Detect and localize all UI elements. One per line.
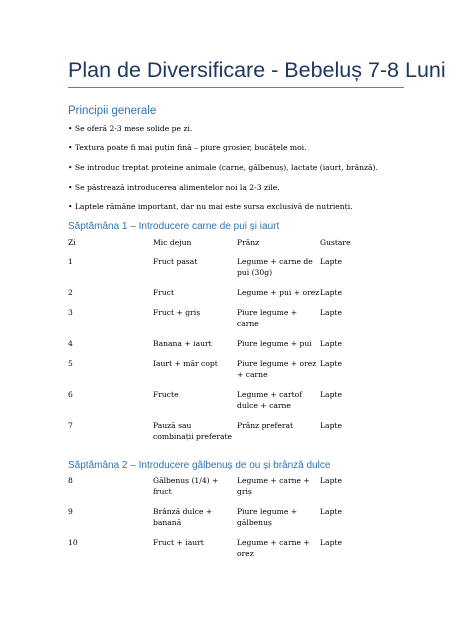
principle-item: • Laptele rămâne important, dar nu mai este sursa exclusivă de nutrienți.: [68, 202, 353, 211]
table-row-pranz: Piure legume +: [237, 308, 298, 317]
page-title: Plan de Diversificare - Bebeluș 7-8 Luni: [68, 58, 446, 82]
table-row-pranz: + carne: [237, 370, 268, 379]
table-row-pranz: Legume + cartof: [237, 390, 303, 399]
table-row-pranz: Legume + pui + orez: [237, 288, 320, 297]
table-row-gustare: Lapte: [320, 308, 342, 317]
week1-heading: Săptămâna 1 – Introducere carne de pui și iaurt: [68, 221, 280, 232]
table-row-day: 9: [68, 507, 73, 516]
table-row-mic-dejun: fruct: [153, 487, 172, 496]
column-header-mic-dejun: Mic dejun: [153, 238, 192, 247]
table-row-day: 4: [68, 339, 73, 348]
table-row-pranz: carne: [237, 319, 259, 328]
table-row-gustare: Lapte: [320, 421, 342, 430]
table-row-pranz: dulce + carne: [237, 401, 291, 410]
table-row-day: 3: [68, 308, 73, 317]
column-header-zi: Zi: [68, 238, 76, 247]
table-row-pranz: orez: [237, 549, 254, 558]
table-row-pranz: gălbenuș: [237, 518, 272, 527]
table-row-gustare: Lapte: [320, 359, 342, 368]
table-row-mic-dejun: Fruct pasat: [153, 257, 198, 266]
table-row-mic-dejun: Fruct: [153, 288, 175, 297]
table-row-mic-dejun: combinații preferate: [153, 432, 233, 441]
table-row-mic-dejun: Gălbenuș (1/4) +: [153, 476, 219, 485]
table-row-mic-dejun: Fruct + griș: [153, 308, 201, 317]
table-row-pranz: Legume + carne de: [237, 257, 313, 266]
table-row-gustare: Lapte: [320, 257, 342, 266]
table-row-pranz: Prânz preferat: [237, 421, 294, 430]
table-row-gustare: Lapte: [320, 507, 342, 516]
table-row-pranz: Piure legume + pui: [237, 339, 312, 348]
table-row-pranz: Piure legume + orez: [237, 359, 317, 368]
principle-item: • Se păstrează introducerea alimentelor noi la 2-3 zile.: [68, 183, 280, 192]
table-row-mic-dejun: Fruct + iaurt: [153, 538, 204, 547]
table-row-day: 10: [68, 538, 78, 547]
principii-heading: Principii generale: [68, 105, 157, 117]
table-row-day: 1: [68, 257, 73, 266]
table-row-day: 7: [68, 421, 73, 430]
table-row-day: 2: [68, 288, 73, 297]
table-row-mic-dejun: Iaurt + măr copt: [153, 359, 218, 368]
table-row-mic-dejun: Banana + iaurt: [153, 339, 212, 348]
table-row-mic-dejun: banană: [153, 518, 182, 527]
table-row-pranz: Legume + carne +: [237, 538, 310, 547]
table-row-pranz: Piure legume +: [237, 507, 298, 516]
principle-item: • Textura poate fi mai puțin fină – piure grosier, bucățele moi.: [68, 143, 307, 152]
column-header-gustare: Gustare: [320, 238, 351, 247]
table-row-mic-dejun: Pauză sau: [153, 421, 192, 430]
table-row-day: 8: [68, 476, 73, 485]
table-row-gustare: Lapte: [320, 538, 342, 547]
column-header-pranz: Prânz: [237, 238, 260, 247]
week2-heading: Săptămâna 2 – Introducere gălbenuș de ou și brânză dulce: [68, 460, 331, 471]
table-row-day: 5: [68, 359, 73, 368]
table-row-pranz: Legume + carne +: [237, 476, 310, 485]
principle-item: • Se introduc treptat proteine animale (carne, gălbenuș), lactate (iaurt, brânză).: [68, 163, 378, 172]
table-row-gustare: Lapte: [320, 476, 342, 485]
table-row-gustare: Lapte: [320, 390, 342, 399]
table-row-pranz: griș: [237, 487, 252, 496]
table-row-gustare: Lapte: [320, 339, 342, 348]
table-row-gustare: Lapte: [320, 288, 342, 297]
title-underline: [68, 87, 404, 88]
principle-item: • Se oferă 2-3 mese solide pe zi.: [68, 124, 193, 133]
table-row-pranz: pui (30g): [237, 268, 273, 277]
table-row-mic-dejun: Fructe: [153, 390, 179, 399]
table-row-day: 6: [68, 390, 73, 399]
table-row-mic-dejun: Brânză dulce +: [153, 507, 213, 516]
